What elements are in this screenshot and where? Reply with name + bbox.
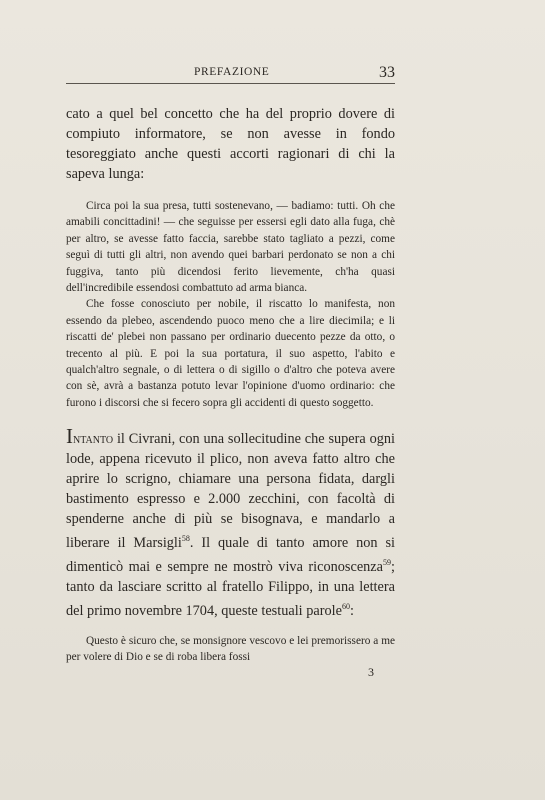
footnote-ref-59: 59 <box>383 558 392 568</box>
quote-paragraph-1: Circa poi la sua presa, tutti sostenevano, — badiamo: tutti. Oh che amabili concittadini! — che seguisse per essersi egli dato alla fuga, chè per altro, se avesse fatto faccia, sarebbe stato tagliato a pezzi, come seguì di tutti gli altri, non avendo quei barbari perdonato se non a chi fuggiva, tanto più dicendosi ferito lievemente, ch'ha quasi dell'incredibile essendosi combattuto ad arma bianca. <box>66 200 395 295</box>
paragraph-intanto <box>66 424 395 620</box>
page-number: 33 <box>379 64 395 81</box>
quote-paragraph-3: Questo è sicuro che, se monsignore vescovo e lei premorissero a me per volere di Dio e se di roba libera fossi <box>66 634 395 663</box>
page-body <box>66 104 395 665</box>
footnote-ref-58: 58 <box>181 534 190 544</box>
drop-capital: I <box>66 424 73 449</box>
footnote-ref-60: 60 <box>341 601 350 611</box>
signature-mark: 3 <box>368 665 374 679</box>
header-rule <box>66 83 395 84</box>
paragraph-text-a: il Civrani, con una sollecitudine che supera ogni lode, appena ricevuto il plico, non aveva fatto altro che aprire lo scrigno, chiamare una persona fidata, dargli bastimento espresso e 2.000 zecchini, con facoltà di spenderne anche di più se bisognava, e mandarlo a liberare il Marsigli <box>66 431 395 552</box>
small-caps-word: ntanto <box>73 431 114 448</box>
paragraph-text-c: ; tanto da lasciare scritto al fratello Filippo, in una lettera del primo novembre 1704, queste testuali parole <box>66 558 395 619</box>
paragraph-continued: cato a quel bel concetto che ha del proprio dovere di compiuto informatore, se non avesse in fondo tesoreggiato anche questi accorti ragionari di chi la sapeva lunga: <box>66 106 395 182</box>
paragraph-text-b: . Il quale di tanto amore non si dimenticò mai e sempre ne mostrò viva riconoscenza <box>66 535 395 575</box>
quote-paragraph-2: Che fosse conosciuto per nobile, il riscatto lo manifesta, non essendo da plebeo, ascendendo puoco meno che a lire diecimila; e li riscatti de' plebei non passano per ordinario duecento pezze da otto, o trecento al più. E poi la sua portatura, il suo aspetto, l'abito e qualch'altro segnale, o di lettera o di sigillo o d'altro che poteva avere con sè, avrà a bastanza potuto levar l'opinione d'uomo ordinario: che furono i discorsi che si fecero sopra gli accidenti di questo soggetto. <box>66 298 395 409</box>
header-title: PREFAZIONE <box>194 66 270 78</box>
running-header <box>66 62 395 86</box>
paragraph-text-d: : <box>349 602 354 619</box>
